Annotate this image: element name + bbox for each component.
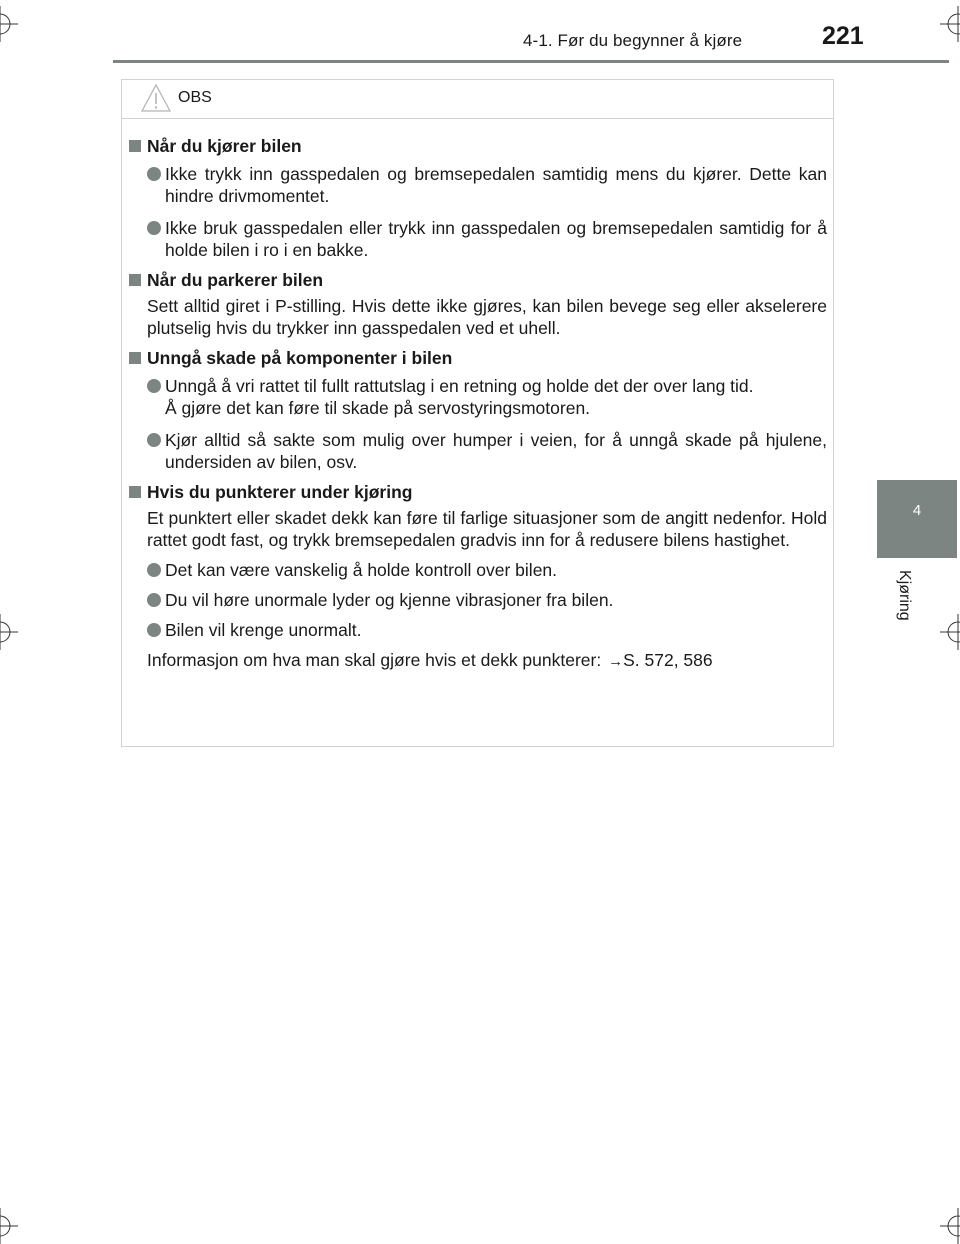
list-item bbox=[129, 163, 827, 207]
chapter-label: Kjøring bbox=[896, 570, 913, 621]
round-bullet-icon bbox=[147, 433, 161, 447]
registration-mark-icon bbox=[0, 614, 18, 650]
square-bullet-icon bbox=[129, 140, 141, 152]
round-bullet-icon bbox=[147, 167, 161, 181]
square-bullet-icon bbox=[129, 352, 141, 364]
heading-text: Når du parkerer bilen bbox=[147, 270, 324, 290]
square-bullet-icon bbox=[129, 486, 141, 498]
list-item-text bbox=[165, 375, 827, 419]
heading-text: Når du kjører bilen bbox=[147, 136, 302, 156]
registration-mark-icon bbox=[0, 1208, 18, 1244]
obs-body bbox=[129, 135, 827, 673]
chapter-number: 4 bbox=[912, 502, 922, 519]
section-heading bbox=[129, 347, 827, 369]
registration-mark-icon bbox=[940, 1208, 960, 1244]
obs-title: OBS bbox=[178, 89, 212, 106]
list-item bbox=[129, 429, 827, 473]
round-bullet-icon bbox=[147, 593, 161, 607]
list-item bbox=[129, 619, 827, 641]
list-item-text: Du vil høre unormale lyder og kjenne vibrasjoner fra bilen. bbox=[165, 590, 614, 610]
round-bullet-icon bbox=[147, 379, 161, 393]
list-item bbox=[129, 559, 827, 581]
header-divider bbox=[113, 60, 949, 63]
list-item-line: Unngå å vri rattet til fullt rattutslag i en retning og holde det der over lang tid. bbox=[165, 376, 754, 396]
section-heading bbox=[129, 481, 827, 503]
arrow-right-icon: → bbox=[608, 653, 624, 670]
reference-pages-link[interactable]: S. 572, 586 bbox=[623, 650, 713, 670]
section-heading bbox=[129, 135, 827, 157]
list-item-text: Det kan være vanskelig å holde kontroll over bilen. bbox=[165, 560, 558, 580]
page-reference bbox=[147, 649, 827, 673]
section-title: 4-1. Før du begynner å kjøre bbox=[523, 31, 743, 50]
list-item bbox=[129, 589, 827, 611]
list-item bbox=[129, 375, 827, 419]
paragraph: Sett alltid giret i P-stilling. Hvis dette ikke gjøres, kan bilen bevege seg eller akselerere plutselig hvis du trykker inn gasspedalen ved et uhell. bbox=[147, 296, 827, 338]
list-item-text: Ikke bruk gasspedalen eller trykk inn gasspedalen og bremsepedalen samtidig for å holde bilen i ro i en bakke. bbox=[165, 218, 827, 260]
page-number: 221 bbox=[822, 22, 864, 50]
section-heading bbox=[129, 269, 827, 291]
paragraph: Et punktert eller skadet dekk kan føre til farlige situasjoner som de angitt nedenfor. Hold rattet godt fast, og trykk bremsepedalen gradvis inn for å redusere bilens hastighet. bbox=[147, 508, 827, 550]
list-item-text: Ikke trykk inn gasspedalen og bremsepedalen samtidig mens du kjører. Dette kan hindre drivmomentet. bbox=[165, 164, 827, 206]
round-bullet-icon bbox=[147, 221, 161, 235]
obs-notice-box bbox=[121, 79, 834, 747]
registration-mark-icon bbox=[0, 6, 18, 42]
warning-icon bbox=[141, 84, 171, 117]
list-item bbox=[129, 217, 827, 261]
registration-mark-icon bbox=[940, 6, 960, 42]
heading-text: Hvis du punkterer under kjøring bbox=[147, 482, 413, 502]
round-bullet-icon bbox=[147, 623, 161, 637]
square-bullet-icon bbox=[129, 274, 141, 286]
reference-text: Informasjon om hva man skal gjøre hvis et dekk punkterer: bbox=[147, 650, 602, 670]
list-item-line: Å gjøre det kan føre til skade på servostyringsmotoren. bbox=[165, 398, 591, 418]
round-bullet-icon bbox=[147, 563, 161, 577]
list-item-text: Bilen vil krenge unormalt. bbox=[165, 620, 362, 640]
obs-header bbox=[122, 80, 833, 119]
heading-text: Unngå skade på komponenter i bilen bbox=[147, 348, 453, 368]
chapter-tab bbox=[877, 480, 957, 558]
registration-mark-icon bbox=[940, 614, 960, 650]
list-item-text: Kjør alltid så sakte som mulig over humper i veien, for å unngå skade på hjulene, undersiden av bilen, osv. bbox=[165, 430, 827, 472]
